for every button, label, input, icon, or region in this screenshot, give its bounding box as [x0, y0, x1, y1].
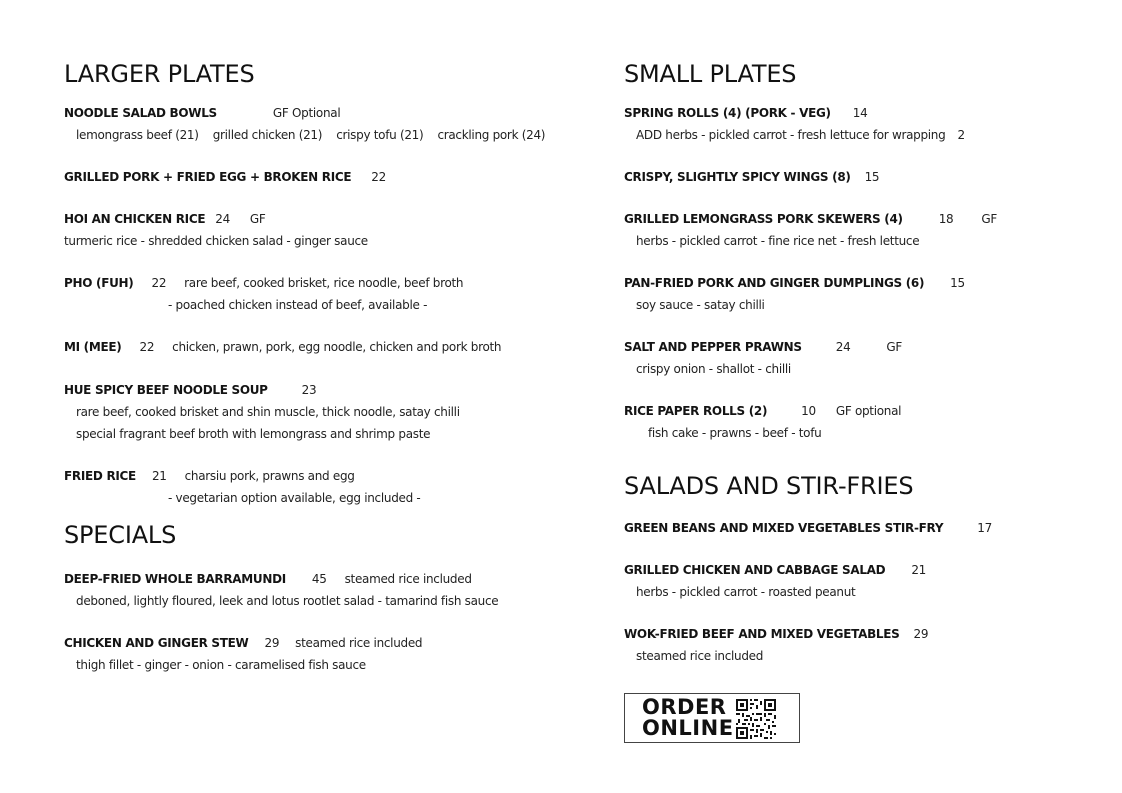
- item-price: 24: [215, 212, 230, 226]
- item-description: soy sauce - satay chilli: [636, 298, 765, 312]
- item-description-2: special fragrant beef broth with lemongrass and shrimp paste: [76, 427, 431, 441]
- item-description: herbs - pickled carrot - roasted peanut: [636, 585, 856, 599]
- item-name: CRISPY, SLIGHTLY SPICY WINGS (8): [624, 170, 851, 184]
- menu-item-grilled-pork-fried-egg: [64, 166, 604, 188]
- item-price: 22: [151, 276, 167, 290]
- menu-item-hoi-an-chicken-rice: [64, 208, 604, 252]
- menu-item-hue-spicy-beef: [64, 379, 604, 445]
- item-name: PAN-FRIED PORK AND GINGER DUMPLINGS (6): [624, 276, 925, 290]
- menu-item-rice-paper-rolls: [624, 400, 1104, 444]
- item-price: 45: [311, 572, 327, 586]
- item-description: rare beef, cooked brisket and shin muscle, thick noodle, satay chilli: [76, 405, 460, 419]
- menu-item-dumplings: [624, 272, 1104, 316]
- item-note: - vegetarian option available, egg included -: [168, 491, 421, 505]
- qr-code-icon[interactable]: [735, 698, 777, 740]
- item-description: fish cake - prawns - beef - tofu: [648, 426, 822, 440]
- item-note: - poached chicken instead of beef, available -: [168, 298, 428, 312]
- item-tag: GF: [886, 340, 903, 354]
- menu-item-spring-rolls: [624, 102, 1104, 146]
- item-description: steamed rice included: [636, 649, 764, 663]
- item-name: HUE SPICY BEEF NOODLE SOUP: [64, 383, 268, 397]
- item-price: 10: [801, 404, 816, 418]
- item-addon-price: 2: [957, 128, 965, 142]
- item-options: lemongrass beef (21) grilled chicken (21) crispy tofu (21) crackling pork (24): [76, 128, 546, 142]
- item-price: 18: [938, 212, 954, 226]
- section-title-larger-plates: LARGER PLATES: [64, 60, 255, 88]
- menu-item-chicken-cabbage-salad: [624, 559, 1104, 603]
- item-tag: GF: [249, 212, 266, 226]
- item-description: deboned, lightly floured, leek and lotus rootlet salad - tamarind fish sauce: [76, 594, 499, 608]
- item-tag: GF: [981, 212, 997, 226]
- menu-item-mi: [64, 336, 604, 358]
- item-description: thigh fillet - ginger - onion - caramelised fish sauce: [76, 658, 366, 672]
- item-price: 22: [371, 170, 386, 184]
- menu-item-wok-fried-beef: [624, 623, 1104, 667]
- item-price: 29: [264, 636, 280, 650]
- item-name: DEEP-FRIED WHOLE BARRAMUNDI: [64, 572, 286, 586]
- item-addon: ADD herbs - pickled carrot - fresh lettuce for wrapping: [636, 128, 946, 142]
- item-name: GREEN BEANS AND MIXED VEGETABLES STIR-FRY: [624, 521, 944, 535]
- section-title-specials: SPECIALS: [64, 521, 177, 549]
- item-price: 21: [911, 563, 926, 577]
- item-name: RICE PAPER ROLLS (2): [624, 404, 768, 418]
- menu-item-green-beans: [624, 517, 1104, 539]
- item-name: GRILLED LEMONGRASS PORK SKEWERS (4): [624, 212, 903, 226]
- menu-item-noodle-salad-bowls: [64, 102, 604, 146]
- item-price: 24: [835, 340, 851, 354]
- item-description: herbs - pickled carrot - fine rice net - fresh lettuce: [636, 234, 920, 248]
- item-name: GRILLED PORK + FRIED EGG + BROKEN RICE: [64, 170, 352, 184]
- item-tag: GF optional: [835, 404, 902, 418]
- item-price: 23: [301, 383, 317, 397]
- item-price: 21: [151, 469, 167, 483]
- item-extra: steamed rice included: [344, 572, 472, 586]
- item-description: turmeric rice - shredded chicken salad - ginger sauce: [64, 234, 368, 248]
- order-online-label: [642, 697, 734, 739]
- item-name: NOODLE SALAD BOWLS: [64, 106, 217, 120]
- order-online-line2: ONLINE: [642, 716, 734, 740]
- menu-item-pho: [64, 272, 604, 316]
- item-description: rare beef, cooked brisket, rice noodle, beef broth: [184, 276, 464, 290]
- order-online-button[interactable]: [624, 693, 800, 743]
- section-title-salads-stir-fries: SALADS AND STIR-FRIES: [624, 472, 914, 500]
- menu-item-chicken-ginger-stew: [64, 632, 604, 676]
- item-description: charsiu pork, prawns and egg: [184, 469, 355, 483]
- item-name: SALT AND PEPPER PRAWNS: [624, 340, 802, 354]
- item-name: FRIED RICE: [64, 469, 136, 483]
- section-title-small-plates: SMALL PLATES: [624, 60, 797, 88]
- item-name: WOK-FRIED BEEF AND MIXED VEGETABLES: [624, 627, 900, 641]
- item-name: MI (MEE): [64, 340, 122, 354]
- item-price: 15: [864, 170, 880, 184]
- order-online-line1: ORDER: [642, 695, 727, 719]
- item-tag: GF Optional: [272, 106, 341, 120]
- item-price: 29: [913, 627, 929, 641]
- item-name: GRILLED CHICKEN AND CABBAGE SALAD: [624, 563, 886, 577]
- menu-item-pork-skewers: [624, 208, 1104, 252]
- item-name: SPRING ROLLS (4) (PORK - VEG): [624, 106, 831, 120]
- item-description: chicken, prawn, pork, egg noodle, chicken and pork broth: [172, 340, 502, 354]
- menu-item-wings: [624, 166, 1104, 188]
- item-name: CHICKEN AND GINGER STEW: [64, 636, 249, 650]
- item-name: PHO (FUH): [64, 276, 134, 290]
- menu-item-fried-rice: [64, 465, 604, 509]
- item-description: crispy onion - shallot - chilli: [636, 362, 791, 376]
- item-name: HOI AN CHICKEN RICE: [64, 212, 206, 226]
- menu-item-salt-pepper-prawns: [624, 336, 1104, 380]
- item-price: 17: [977, 521, 992, 535]
- menu-item-barramundi: [64, 568, 604, 612]
- item-extra: steamed rice included: [295, 636, 423, 650]
- item-price: 22: [139, 340, 155, 354]
- item-price: 14: [852, 106, 868, 120]
- item-price: 15: [950, 276, 965, 290]
